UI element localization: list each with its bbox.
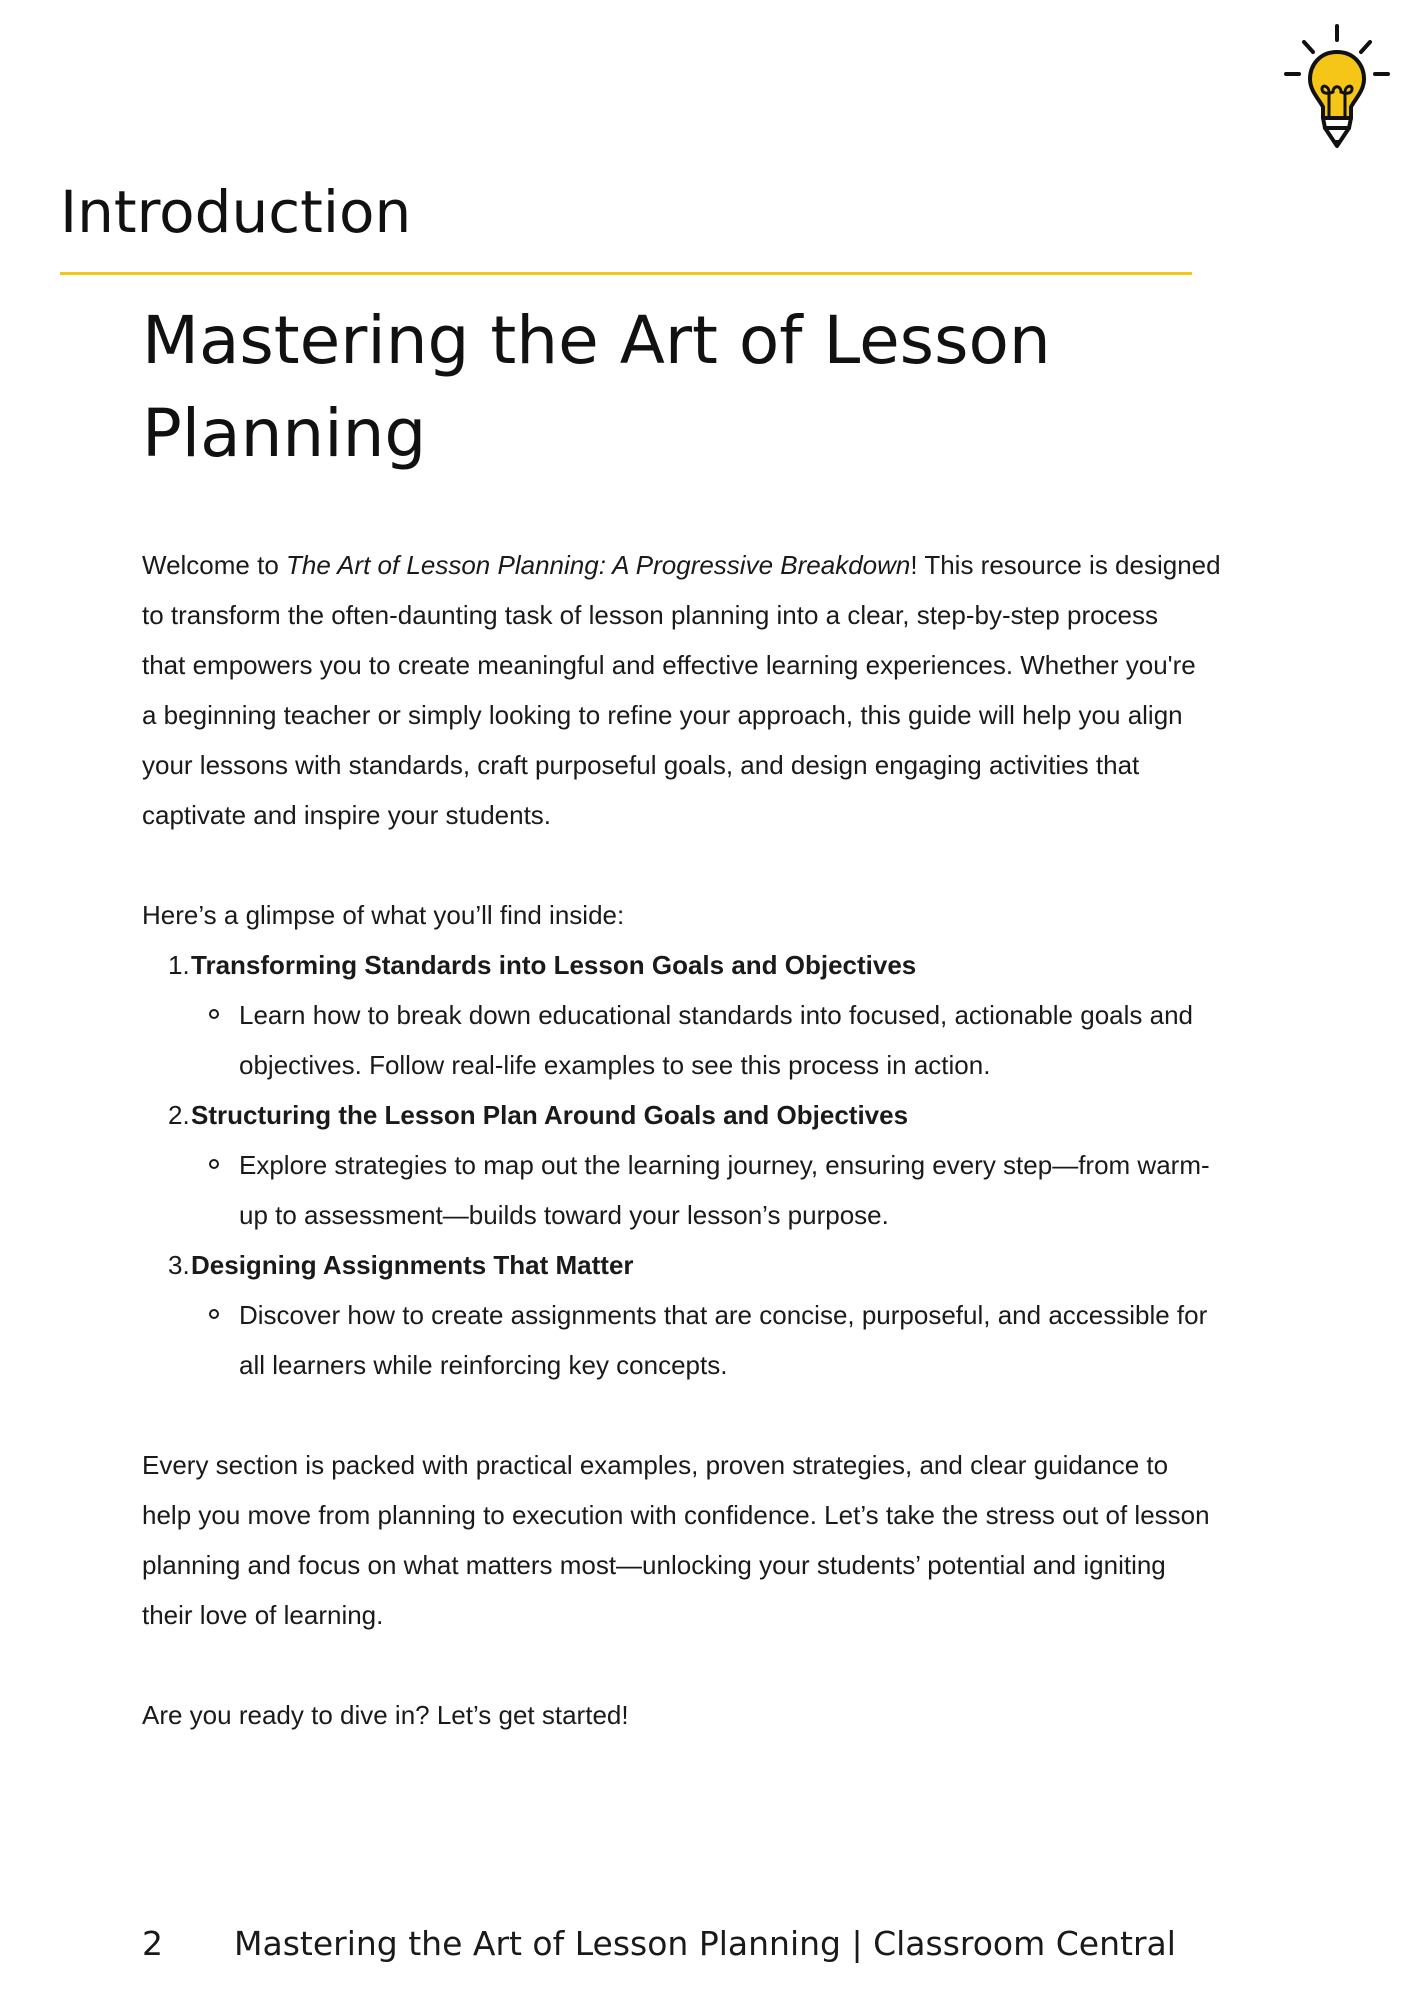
closing-line: Every section is packed with practical examples, proven strategies, and clear guidance to: [142, 1450, 1169, 1480]
list-detail-line: all learners while reinforcing key concepts.: [239, 1350, 728, 1380]
list-item: [142, 940, 1292, 990]
list-detail-line: up to assessment—builds toward your lesson’s purpose.: [239, 1200, 889, 1230]
intro-paragraph: [142, 540, 1292, 840]
book-title: The Art of Lesson Planning: A Progressive Breakdown: [286, 550, 911, 580]
bullet-icon: [209, 1309, 219, 1319]
section-label: Introduction: [60, 178, 412, 246]
call-to-action: Are you ready to dive in? Let’s get started!: [142, 1700, 629, 1730]
list-item-heading: Designing Assignments That Matter: [191, 1250, 634, 1280]
list-item: [142, 1240, 1292, 1290]
intro-prefix: Welcome to: [142, 550, 287, 580]
list-number: 2.: [168, 1100, 190, 1130]
list-detail-line: objectives. Follow real-life examples to see this process in action.: [239, 1050, 991, 1080]
glimpse-lead: Here’s a glimpse of what you’ll find inside:: [142, 900, 625, 930]
closing-line: help you move from planning to execution with confidence. Let’s take the stress out of lesson: [142, 1500, 1210, 1530]
bullet-icon: [209, 1009, 219, 1019]
page-number: 2: [142, 1924, 163, 1963]
intro-line: captivate and inspire your students.: [142, 800, 552, 830]
section-divider: [60, 272, 1192, 275]
closing-paragraph: [142, 1440, 1292, 1640]
list-number: 3.: [168, 1250, 190, 1280]
intro-line: [142, 540, 1292, 590]
footer-text: Mastering the Art of Lesson Planning | Classroom Central: [234, 1924, 1176, 1963]
closing-line: planning and focus on what matters most—unlocking your students’ potential and igniting: [142, 1550, 1166, 1580]
list-sub-item: [142, 990, 1292, 1090]
page-footer: [0, 1920, 1414, 1968]
list-detail-line: Learn how to break down educational standards into focused, actionable goals and: [239, 1000, 1193, 1030]
list-detail-line: Discover how to create assignments that are concise, purposeful, and accessible for: [239, 1300, 1208, 1330]
intro-line: a beginning teacher or simply looking to refine your approach, this guide will help you align: [142, 700, 1183, 730]
glimpse-list: [142, 940, 1292, 1390]
paragraph-gap: [142, 1640, 1292, 1690]
list-number: 1.: [168, 950, 190, 980]
list-sub-item: [142, 1290, 1292, 1390]
bullet-icon: [209, 1159, 219, 1169]
list-sub-item: [142, 1140, 1292, 1240]
page-title-line: Mastering the Art of Lesson: [142, 302, 1051, 379]
list-item-heading: Transforming Standards into Lesson Goals and Objectives: [191, 950, 917, 980]
closing-line: their love of learning.: [142, 1600, 384, 1630]
page-title-line: Planning: [142, 395, 427, 472]
lightbulb-pencil-icon: [1282, 22, 1392, 162]
paragraph-gap: [142, 1390, 1292, 1440]
paragraph-gap: [142, 840, 1292, 890]
page-title: [142, 294, 1292, 480]
intro-line: to transform the often-daunting task of lesson planning into a clear, step-by-step process: [142, 600, 1159, 630]
bulb-glass: [1310, 52, 1364, 118]
intro-line: your lessons with standards, craft purposeful goals, and design engaging activities that: [142, 750, 1140, 780]
intro-line: that empowers you to create meaningful and effective learning experiences. Whether you're: [142, 650, 1196, 680]
intro-line-rest: ! This resource is designed: [910, 550, 1221, 580]
list-item: [142, 1090, 1292, 1140]
document-body: [142, 540, 1292, 1740]
list-item-heading: Structuring the Lesson Plan Around Goals and Objectives: [191, 1100, 909, 1130]
list-detail-line: Explore strategies to map out the learning journey, ensuring every step—from warm-: [239, 1150, 1210, 1180]
